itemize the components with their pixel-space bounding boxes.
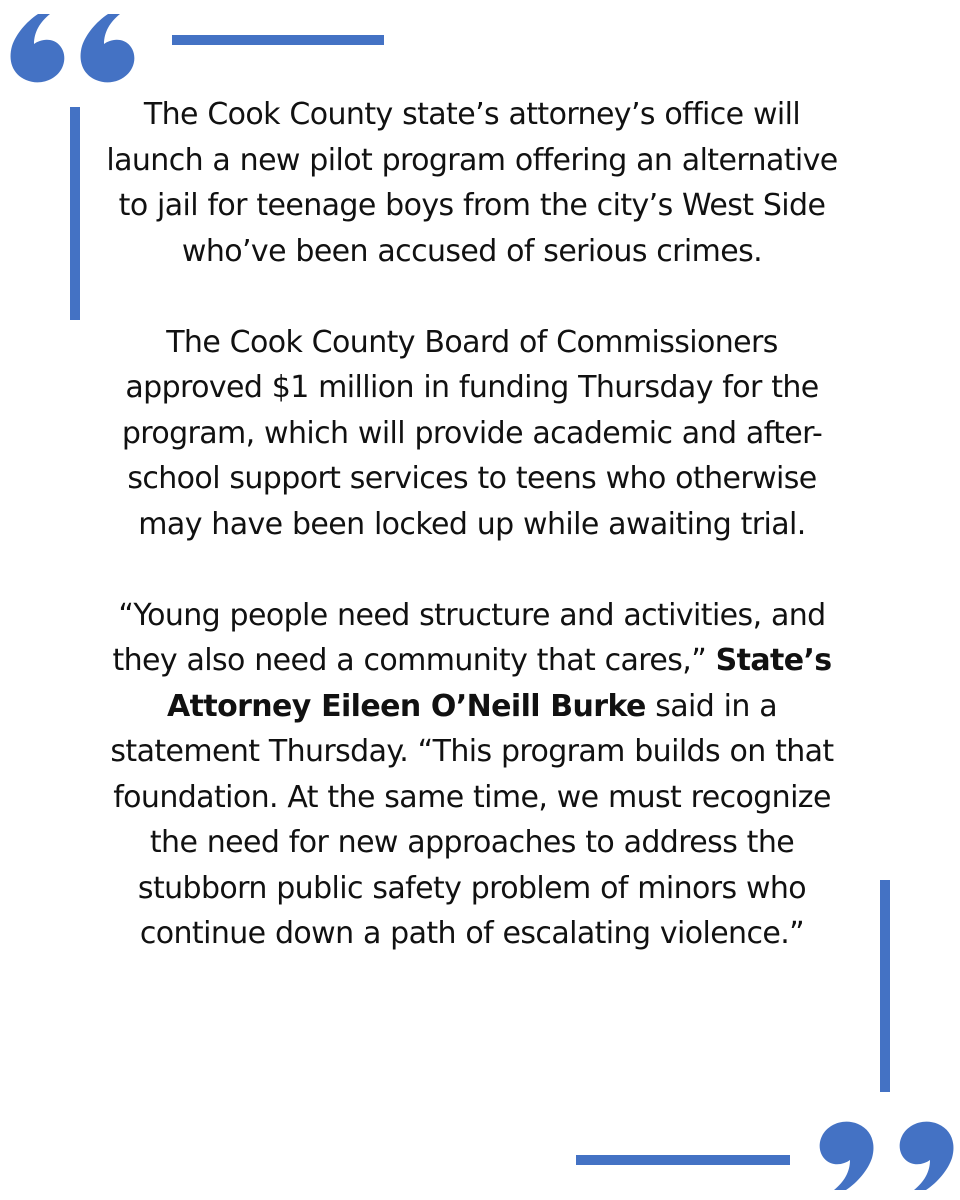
- article-body: [100, 92, 844, 957]
- statement-rest: said in a statement Thursday. “This program builds on that foundation. At the same time, we must recognize the need for new approaches to address the stubborn public safety problem of minors who continue down a path of escalating violence.”: [110, 688, 834, 951]
- statement-lead: “Young people need structure and activities, and they also need a community that cares,”: [112, 597, 826, 678]
- paragraph-funding: The Cook County Board of Commissioners approved $1 million in funding Thursday for the program, which will provide academic and after-school support services to teens who otherwise may have been locked up while awaiting trial.: [121, 324, 823, 542]
- open-quote-icon: [4, 2, 164, 92]
- left-accent-rule: [70, 107, 80, 320]
- bottom-accent-line: [576, 1155, 790, 1165]
- paragraph-pilot-program: The Cook County state’s attorney’s office will launch a new pilot program offering an alternative to jail for teenage boys from the city’s West Side who’ve been accused of serious crimes.: [106, 97, 838, 269]
- paragraph-statement: [100, 593, 844, 957]
- right-accent-rule: [880, 880, 890, 1092]
- close-quote-icon: [810, 1112, 960, 1200]
- speaker-name: State’s Attorney Eileen O’Neill Burke: [166, 643, 832, 724]
- top-accent-line: [172, 35, 384, 45]
